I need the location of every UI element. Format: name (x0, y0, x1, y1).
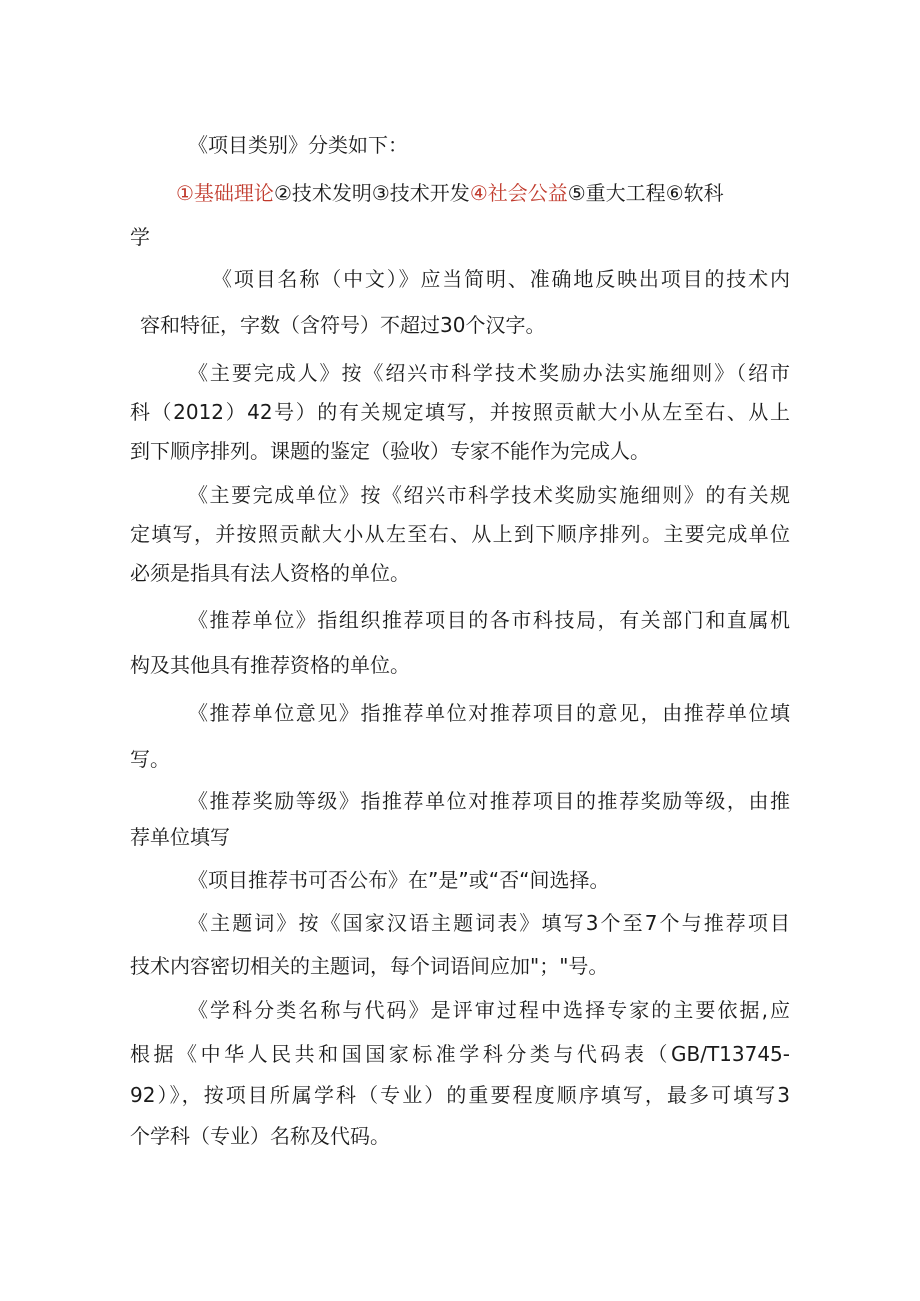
paragraph-award-level-line-2: 荐单位填写 (130, 825, 230, 849)
category-social-welfare: ④社会公益 (469, 181, 568, 205)
category-tech-invention: ②技术发明 (273, 181, 372, 205)
paragraph-opinion-line-1: 《推荐单位意见》指推荐单位对推荐项目的意见，由推荐单位填 (188, 701, 790, 725)
paragraph-discipline-line-4: 个学科（专业）名称及代码。 (130, 1124, 390, 1148)
category-basic-theory: ①基础理论 (176, 181, 274, 205)
paragraph-award-level-line-1: 《推荐奖励等级》指推荐单位对推荐项目的推荐奖励等级，由推 (188, 789, 790, 813)
paragraph-main-persons-line-3: 到下顺序排列。课题的鉴定（验收）专家不能作为完成人。 (130, 439, 650, 463)
category-tech-development: ③技术开发 (371, 181, 470, 205)
paragraph-discipline-line-2: 根据《中华人民共和国国家标准学科分类与代码表（GB/T13745- (130, 1042, 790, 1066)
paragraph-keywords-line-1: 《主题词》按《国家汉语主题词表》填写3个至7个与推荐项目 (188, 911, 790, 935)
paragraph-project-name-line-1: 《项目名称（中文）》应当简明、准确地反映出项目的技术内 (212, 267, 790, 291)
category-list-wrap: 学 (130, 225, 150, 249)
category-list (176, 179, 724, 207)
paragraph-main-persons-line-2: 科（2012）42号）的有关规定填写，并按照贡献大小从左至右、从上 (130, 400, 790, 424)
paragraph-discipline-line-1: 《学科分类名称与代码》是评审过程中选择专家的主要依据,应 (188, 998, 790, 1022)
paragraph-publish: 《项目推荐书可否公布》在”是”或“否“间选择。 (188, 868, 610, 892)
paragraph-main-units-line-1: 《主要完成单位》按《绍兴市科学技术奖励实施细则》的有关规 (188, 483, 790, 507)
category-intro: 《项目类别》分类如下： (188, 133, 408, 157)
category-major-engineering: ⑤重大工程 (567, 181, 666, 205)
paragraph-main-units-line-2: 定填写，并按照贡献大小从左至右、从上到下顺序排列。主要完成单位 (130, 522, 790, 546)
paragraph-main-persons-line-1: 《主要完成人》按《绍兴市科学技术奖励办法实施细则》（绍市 (188, 361, 790, 385)
category-soft-science: ⑥软科 (665, 181, 724, 205)
paragraph-recommender-line-1: 《推荐单位》指组织推荐项目的各市科技局，有关部门和直属机 (188, 608, 790, 632)
paragraph-project-name-line-2: 容和特征，字数（含符号）不超过30个汉字。 (140, 313, 546, 337)
paragraph-main-units-line-3: 必须是指具有法人资格的单位。 (130, 561, 410, 585)
paragraph-opinion-line-2: 写。 (130, 747, 170, 771)
paragraph-discipline-line-3: 92）》，按项目所属学科（专业）的重要程度顺序填写，最多可填写3 (130, 1083, 790, 1107)
paragraph-keywords-line-2: 技术内容密切相关的主题词，每个词语间应加"；"号。 (130, 954, 609, 978)
paragraph-recommender-line-2: 构及其他具有推荐资格的单位。 (130, 653, 410, 677)
